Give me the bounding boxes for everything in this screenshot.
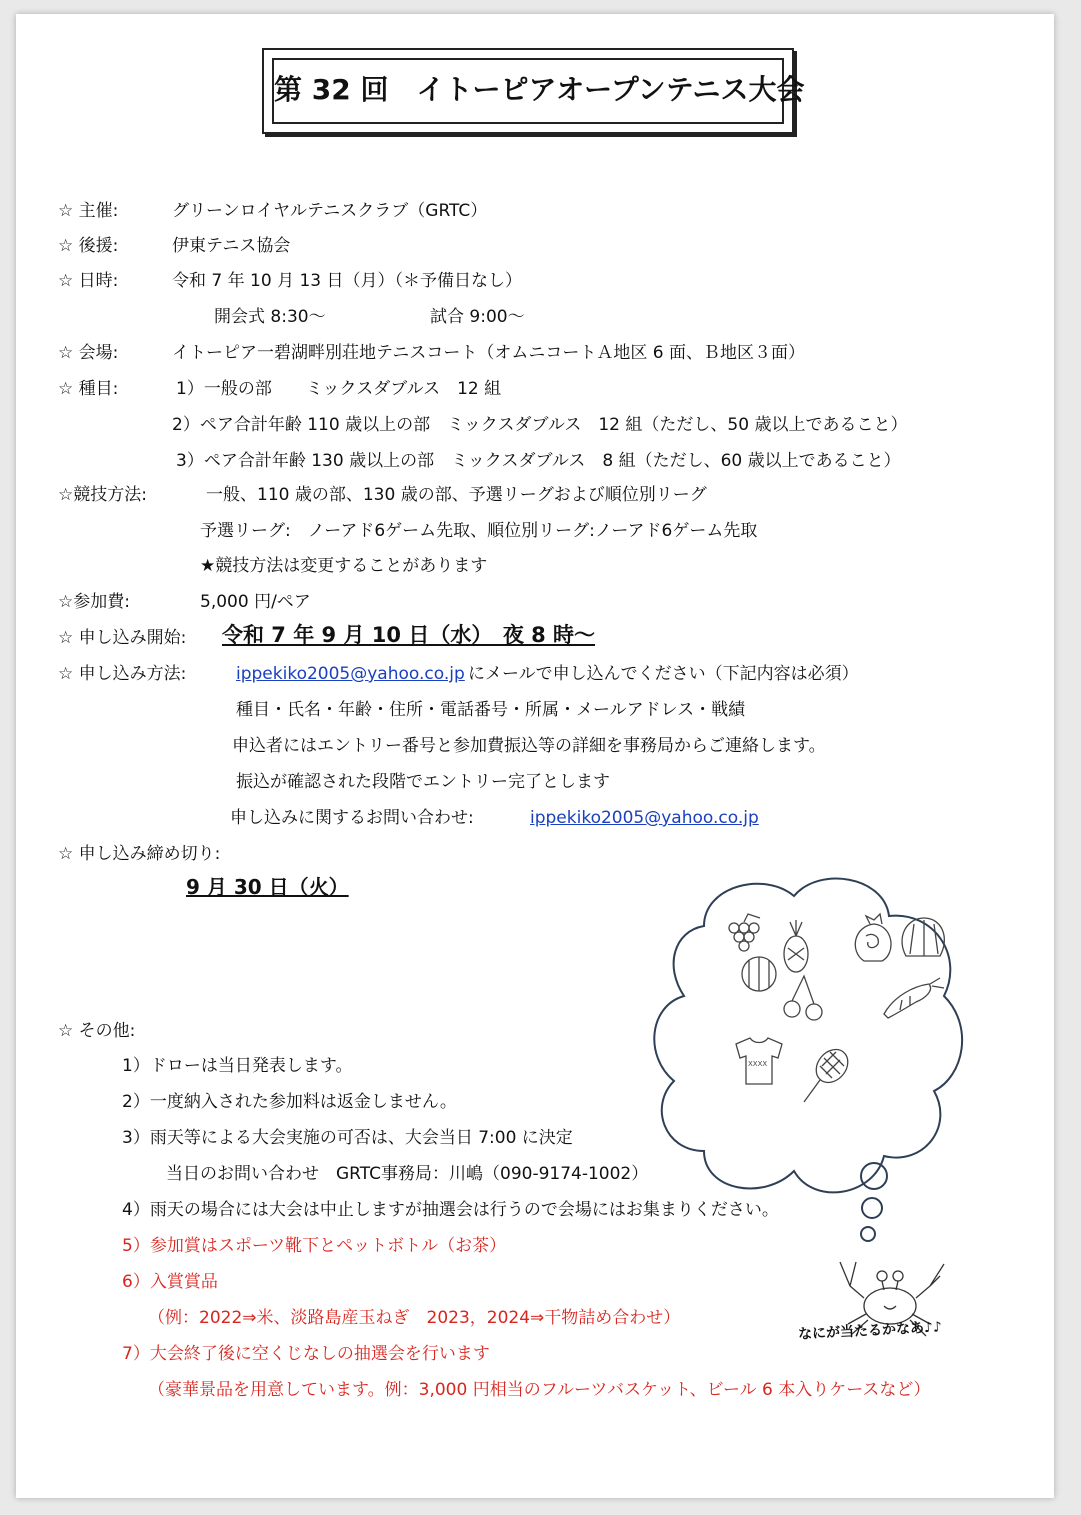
method-line: にメールで申し込んでください（下記内容は必須） [468, 664, 859, 684]
other-item: （例：2022⇒米、淡路島産玉ねぎ 2023，2024⇒干物詰め合わせ） [148, 1308, 681, 1328]
support-value: 伊東テニス協会 [172, 236, 291, 256]
venue-label: ☆ 会場: [58, 343, 119, 363]
format-line: 一般、110 歳の部、130 歳の部、予選リーグおよび順位別リーグ [206, 485, 707, 505]
date-label: ☆ 日時: [58, 271, 119, 291]
deadline-label: ☆ 申し込み締め切り: [58, 844, 221, 864]
other-item: 4）雨天の場合には大会は中止しますが抽選会は行うので会場にはお集まりください。 [122, 1200, 779, 1220]
document-page [16, 14, 1054, 1498]
deadline-value: 9 月 30 日（火） [186, 875, 349, 899]
tennis-racket-icon [804, 1043, 854, 1102]
pineapple-icon [784, 920, 808, 972]
open-label: ☆ 申し込み開始: [58, 628, 187, 648]
other-item: 2）一度納入された参加料は返金しません。 [122, 1092, 457, 1112]
inquiry-email-link[interactable]: ippekiko2005@yahoo.co.jp [530, 808, 759, 828]
prize-cloud-illustration [644, 866, 964, 1366]
title-frame [262, 48, 805, 134]
shrimp-icon [884, 978, 944, 1018]
events-label: ☆ 種目: [58, 379, 119, 399]
inquiry-label: 申し込みに関するお問い合わせ: [230, 808, 474, 828]
watermelon-icon [742, 957, 776, 991]
svg-text:XXXX: XXXX [748, 1060, 768, 1068]
method-label: ☆ 申し込み方法: [58, 664, 187, 684]
fee-value: 5,000 円/ペア [200, 592, 311, 612]
method-email-link[interactable]: ippekiko2005@yahoo.co.jp [236, 664, 465, 684]
match-time: 試合 9:00〜 [430, 307, 525, 327]
host-value: グリーンロイヤルテニスクラブ（GRTC） [172, 201, 488, 221]
method-line: 振込が確認された段階でエントリー完了とします [236, 772, 610, 792]
other-label: ☆ その他: [58, 1021, 136, 1041]
method-line: 種目・氏名・年齢・住所・電話番号・所属・メールアドレス・戦績 [236, 700, 746, 720]
host-label: ☆ 主催: [58, 201, 119, 221]
thought-bubble-icon [861, 1227, 875, 1241]
other-item: 5）参加賞はスポーツ靴下とペットボトル（お茶） [122, 1236, 507, 1256]
event-item: 3）ペア合計年齢 130 歳以上の部 ミックスダブルス 8 組（ただし、60 歳以上であること） [176, 451, 901, 471]
event-item: 2）ペア合計年齢 110 歳以上の部 ミックスダブルス 12 組（ただし、50 歳以上であること） [172, 415, 908, 435]
thought-bubble-icon [862, 1198, 882, 1218]
date-value: 令和 7 年 10 月 13 日（月）（＊予備日なし） [172, 271, 523, 291]
other-item: 7）大会終了後に空くじなしの抽選会を行います [122, 1344, 490, 1364]
other-item: （豪華景品を用意しています。例：3,000 円相当のフルーツバスケット、ビール 6 本入りケースなど） [148, 1380, 931, 1400]
format-line: 予選リーグ: ノーアド6ゲーム先取、順位別リーグ:ノーアド6ゲーム先取 [200, 521, 758, 541]
other-item: 3）雨天等による大会実施の可否は、大会当日 7:00 に決定 [122, 1128, 573, 1148]
fee-label: ☆参加費: [58, 592, 130, 612]
other-item: 6）入賞賞品 [122, 1272, 218, 1292]
format-label: ☆競技方法: [58, 485, 147, 505]
other-item: 1）ドローは当日発表します。 [122, 1056, 353, 1076]
page-title: 第 32 回 イトーピアオープンテニス大会 [272, 58, 784, 124]
support-label: ☆ 後援: [58, 236, 119, 256]
event-item: 1）一般の部 ミックスダブルス 12 組 [176, 379, 502, 399]
opening-time: 開会式 8:30〜 [214, 307, 326, 327]
method-line: 申込者にはエントリー番号と参加費振込等の詳細を事務局からご連絡します。 [232, 736, 826, 756]
venue-value: イトーピア一碧湖畔別荘地テニスコート（オムニコートＡ地区 6 面、Ｂ地区３面） [172, 343, 805, 363]
t-shirt-icon [736, 1038, 782, 1084]
open-value: 令和 7 年 9 月 10 日（水） 夜 8 時〜 [222, 623, 596, 647]
crab-caption: なにが当たるかなあ♪♪ [797, 1319, 943, 1343]
grapes-icon [729, 914, 760, 951]
format-note: ★競技方法は変更することがあります [200, 556, 488, 576]
thought-cloud-icon [654, 879, 962, 1193]
cherries-icon [784, 976, 822, 1020]
other-item: 当日のお問い合わせ GRTC事務局：川嶋（090-9174-1002） [166, 1164, 649, 1184]
turban-shell-icon [855, 914, 891, 961]
